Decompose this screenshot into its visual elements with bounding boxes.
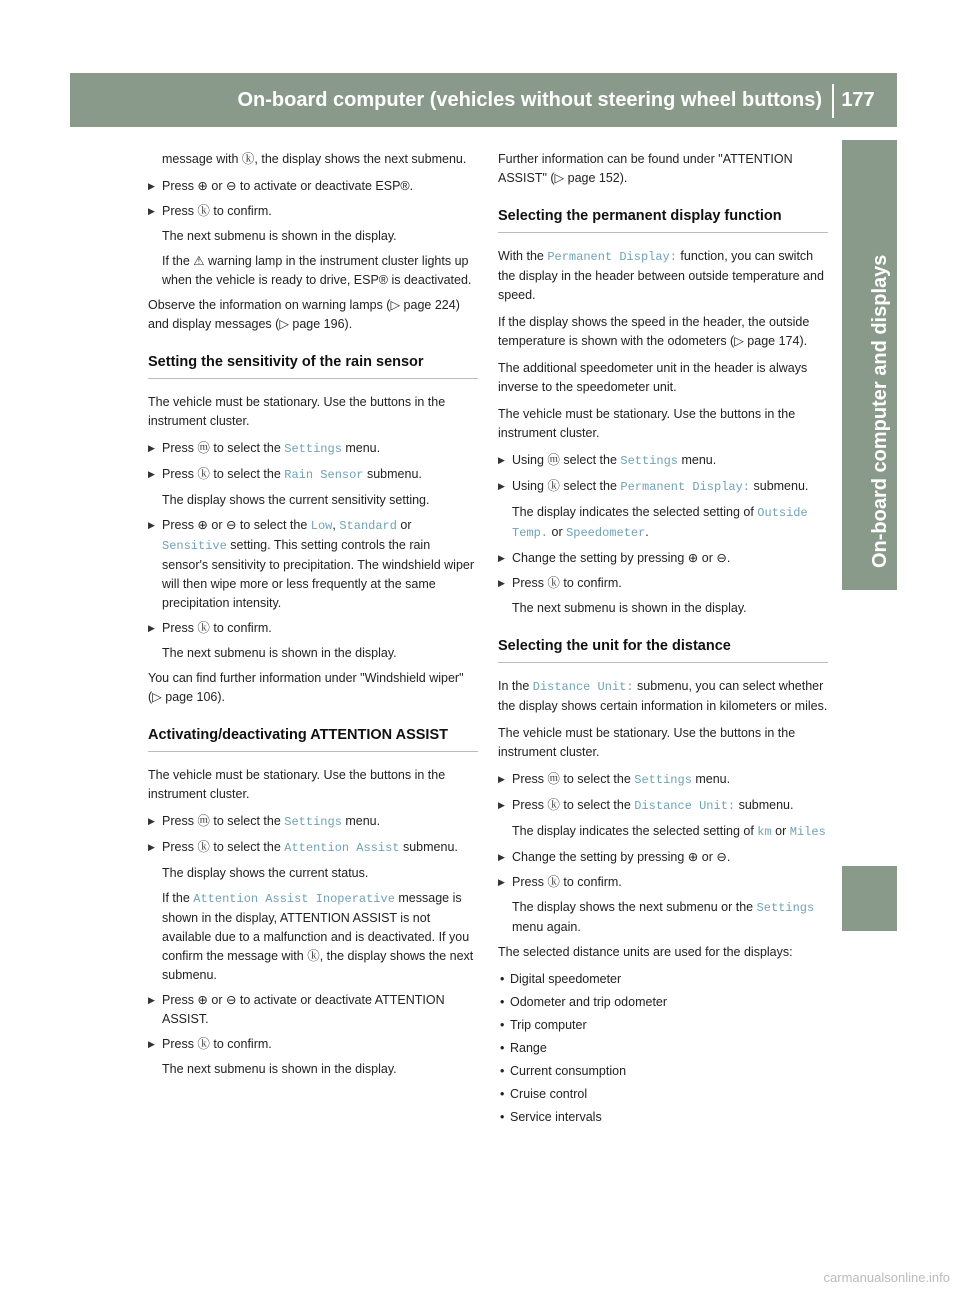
left-column [148, 150, 478, 1085]
step-text: submenu. [399, 840, 458, 854]
step-text: The display indicates the selected setting of [512, 505, 758, 519]
instruction-step [148, 516, 478, 613]
step-text: Using ⓜ select the [512, 453, 621, 467]
menu-term: Low [310, 519, 333, 533]
step-text: Press ⓚ to select the [162, 840, 285, 854]
menu-term: Permanent Display: [620, 480, 751, 494]
instruction-step: ▶ Press ⊕ or ⊖ to activate or deactivate ESP®. [148, 177, 478, 196]
menu-term: Distance Unit: [532, 680, 634, 694]
list-item: • Odometer and trip odometer [498, 993, 828, 1012]
paragraph-text: function, you can switch the display in the header between outside temperature and speed. [498, 249, 824, 302]
paragraph: The vehicle must be stationary. Use the buttons in the instrument cluster. [148, 395, 446, 428]
step-result: The next submenu is shown in the display. [162, 646, 397, 660]
paragraph: The vehicle must be stationary. Use the buttons in the instrument cluster. [498, 407, 796, 440]
step-note: If the ⚠ warning lamp in the instrument cluster lights up when the vehicle is ready to drive, ESP® is deactivated. [162, 254, 472, 287]
paragraph [498, 247, 828, 305]
step-text: submenu. [363, 467, 422, 481]
step-text: menu. [678, 453, 717, 467]
paragraph: message with ⓚ, the display shows the next submenu. [162, 152, 467, 166]
paragraph-text: With the [498, 249, 548, 263]
paragraph: If the display shows the speed in the header, the outside temperature is shown with the odometers (▷ page 174). [498, 315, 810, 348]
section-rule [498, 232, 828, 233]
instruction-step [498, 451, 828, 471]
paragraph-text: submenu, you can select whether the display shows certain information in kilometers or miles. [498, 679, 828, 713]
section-rule [148, 378, 478, 379]
paragraph: Further information can be found under "ATTENTION ASSIST" (▷ page 152). [498, 152, 793, 185]
step-text: menu. [341, 441, 381, 455]
menu-term: Standard [339, 519, 397, 533]
menu-term: Settings [620, 454, 678, 468]
step-text: submenu. [750, 479, 809, 493]
instruction-step: ▶ Change the setting by pressing ⊕ or ⊖. [498, 848, 828, 867]
menu-term: Settings [756, 901, 815, 915]
section-heading: Setting the sensitivity of the rain sensor [148, 354, 424, 370]
paragraph [498, 677, 828, 716]
paragraph-text: In the [498, 679, 533, 693]
menu-term: Distance Unit: [634, 799, 736, 813]
section-rule [498, 662, 828, 663]
section-heading: Selecting the unit for the distance [498, 638, 731, 654]
list-item: • Range [498, 1039, 828, 1058]
step-result: The next submenu is shown in the display. [512, 601, 747, 615]
step-result [498, 898, 828, 937]
step-text: Press ⓜ to select the [162, 814, 285, 828]
list-item: • Digital speedometer [498, 970, 828, 989]
instruction-step: ▶ Change the setting by pressing ⊕ or ⊖. [498, 549, 828, 568]
paragraph: Observe the information on warning lamps (▷ page 224) and display messages (▷ page 196). [148, 298, 460, 331]
instruction-step [498, 796, 828, 816]
step-text: submenu. [735, 798, 794, 812]
instruction-step [498, 477, 828, 497]
section-rule [148, 751, 478, 752]
menu-term: Speedometer [566, 526, 646, 540]
list-item: • Cruise control [498, 1085, 828, 1104]
header-divider [832, 84, 834, 118]
step-text: or [396, 518, 412, 532]
right-column [498, 150, 828, 1131]
section-heading: Activating/deactivating ATTENTION ASSIST [148, 727, 448, 743]
step-text: or [771, 824, 790, 838]
instruction-step: ▶ Press ⊕ or ⊖ to activate or deactivate ATTENTION ASSIST. [148, 991, 478, 1029]
menu-term: Rain Sensor [284, 468, 364, 482]
instruction-step: ▶ Press ⓚ to confirm. [498, 873, 828, 892]
menu-term: Outside Temp. [512, 506, 808, 540]
instruction-step [148, 812, 478, 832]
instruction-step: ▶ Press ⓚ to confirm. [148, 1035, 478, 1054]
step-text: The display indicates the selected setting of [512, 824, 758, 838]
instruction-step [498, 770, 828, 790]
instruction-step: ▶ Press ⓚ to confirm. [498, 574, 828, 593]
step-result: The display shows the current status. [162, 866, 369, 880]
menu-term: Settings [634, 773, 692, 787]
menu-term: Settings [284, 815, 342, 829]
list-item: • Service intervals [498, 1108, 828, 1127]
step-text: , [332, 518, 340, 532]
instruction-step [148, 465, 478, 485]
step-text: Press ⓚ to select the [162, 467, 285, 481]
instruction-step: ▶ Press ⓚ to confirm. [148, 619, 478, 638]
menu-term: km [757, 825, 772, 839]
step-text: . [645, 525, 649, 539]
step-text: Press ⊕ or ⊖ to select the [162, 518, 311, 532]
paragraph: The vehicle must be stationary. Use the buttons in the instrument cluster. [148, 768, 446, 801]
step-text: menu again. [512, 920, 581, 934]
section-heading: Selecting the permanent display function [498, 208, 782, 224]
step-result [498, 503, 828, 543]
page-number: 177 [841, 89, 875, 111]
menu-term: Sensitive [162, 539, 227, 553]
step-text: Press ⓜ to select the [512, 772, 635, 786]
step-text: menu. [341, 814, 381, 828]
step-text: Press ⓚ to select the [512, 798, 635, 812]
list-item: • Current consumption [498, 1062, 828, 1081]
chapter-side-tab-label: On-board computer and displays [869, 254, 891, 568]
step-text: setting. This setting controls the rain sensor's sensitivity to precipitation. The windshield wiper will then wipe more or less frequently at the same precipitation intensity. [162, 538, 475, 610]
chapter-marker-block [842, 866, 897, 931]
menu-term: Miles [789, 825, 826, 839]
step-text: Using ⓚ select the [512, 479, 621, 493]
step-text: menu. [691, 772, 731, 786]
menu-term: Attention Assist [284, 841, 400, 855]
instruction-step [148, 439, 478, 459]
step-text: or [548, 525, 567, 539]
step-result: The next submenu is shown in the display. [162, 229, 397, 243]
instruction-step [148, 838, 478, 858]
menu-term: Settings [284, 442, 342, 456]
step-text: message is shown in the display, ATTENTION ASSIST is not available due to a malfunction and is deactivated. If you confirm the message with ⓚ, the display shows the next submenu. [162, 891, 474, 982]
step-result: The display shows the current sensitivity setting. [162, 493, 430, 507]
footer-watermark: carmanualsonline.info [823, 1270, 950, 1285]
step-result [498, 822, 828, 842]
message-term: Attention Assist Inoperative [193, 892, 395, 906]
page-header-title: On-board computer (vehicles without steering wheel buttons) [237, 89, 822, 111]
step-note [148, 889, 478, 985]
step-text: If the [162, 891, 194, 905]
step-text: The display shows the next submenu or the [512, 900, 757, 914]
list-item: • Trip computer [498, 1016, 828, 1035]
paragraph: The additional speedometer unit in the header is always inverse to the speedometer unit. [498, 361, 808, 394]
instruction-step: ▶ Press ⓚ to confirm. [148, 202, 478, 221]
paragraph: You can find further information under "Windshield wiper" (▷ page 106). [148, 671, 464, 704]
menu-term: Permanent Display: [547, 250, 677, 264]
paragraph: The vehicle must be stationary. Use the buttons in the instrument cluster. [498, 726, 796, 759]
step-result: The next submenu is shown in the display. [162, 1062, 397, 1076]
step-text: Press ⓜ to select the [162, 441, 285, 455]
paragraph: The selected distance units are used for the displays: [498, 945, 793, 959]
